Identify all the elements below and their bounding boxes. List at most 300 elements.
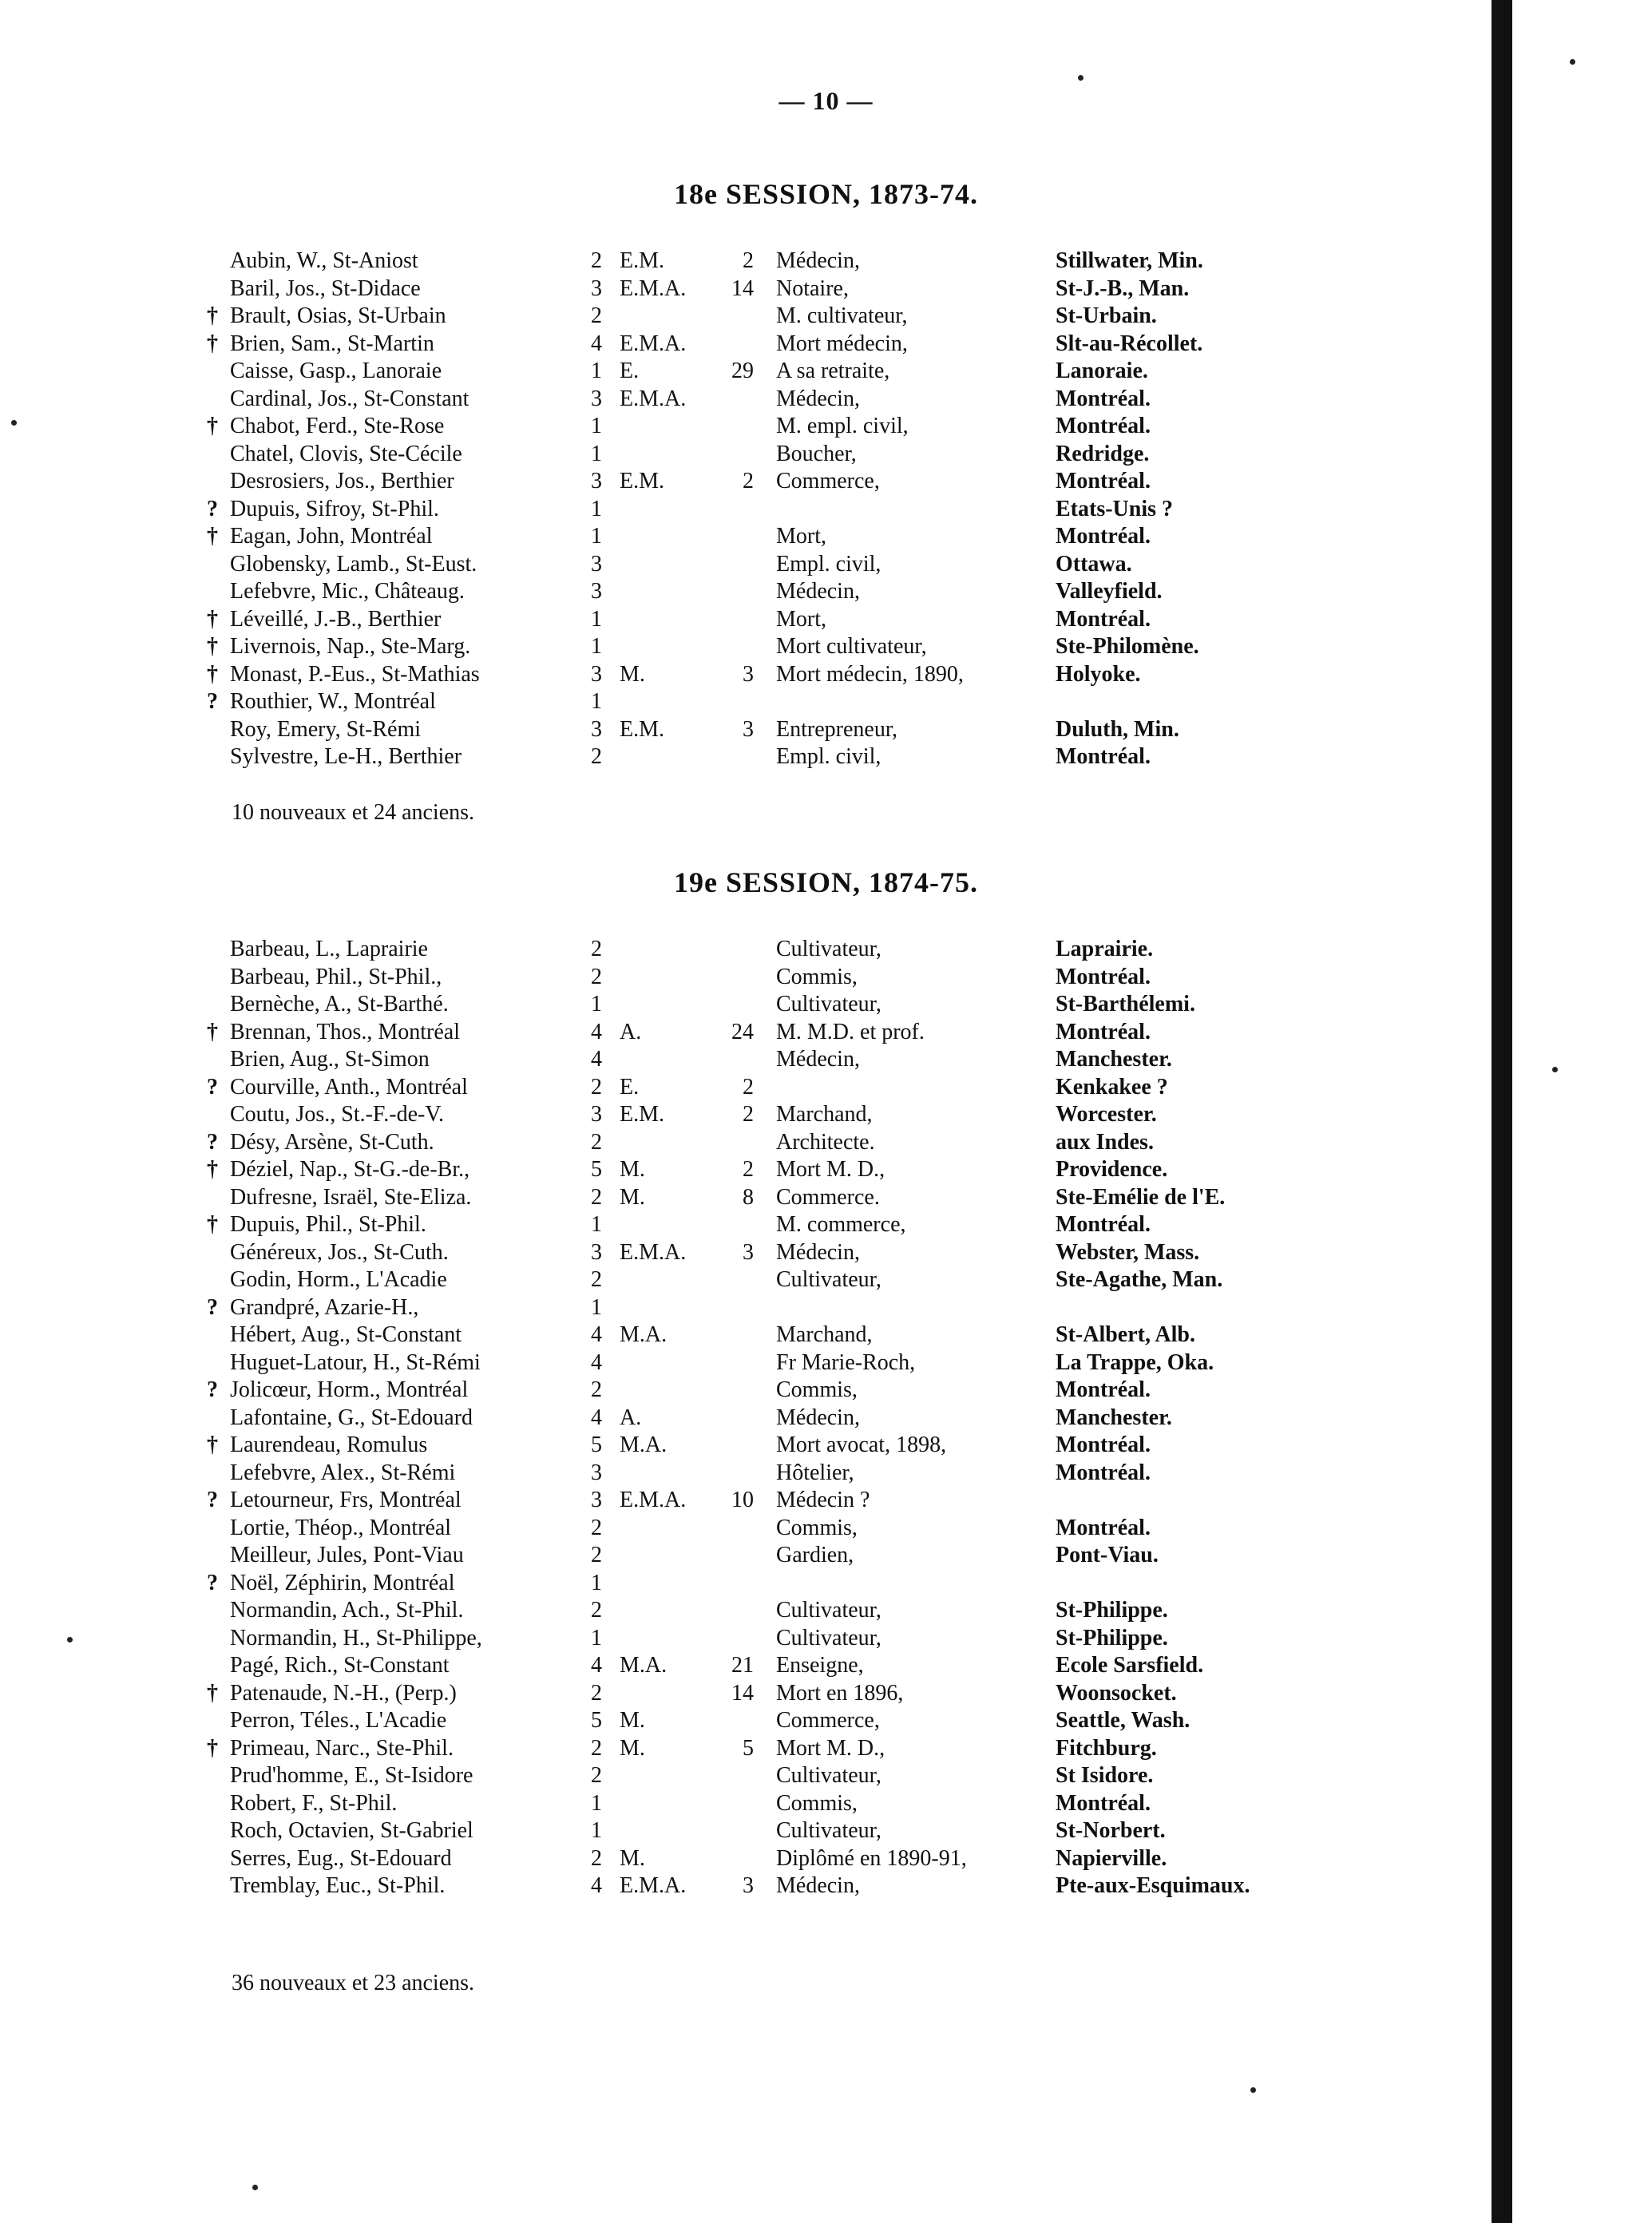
entry-name: Laurendeau, Romulus: [230, 1432, 428, 1457]
entry-num: 3: [743, 716, 754, 742]
entry-row: [0, 551, 1652, 579]
entry-name: Barbeau, L., Laprairie: [230, 937, 428, 961]
entry-mark: †: [207, 1432, 218, 1457]
entry-num: 14: [731, 275, 754, 301]
entry-occupation: Mort médecin, 1890,: [776, 661, 964, 687]
entry-residence: Pont-Viau.: [1056, 1543, 1159, 1567]
entry-years: 2: [591, 1184, 602, 1210]
entry-name: Meilleur, Jules, Pont-Viau: [230, 1543, 464, 1567]
entry-years: 5: [591, 1157, 602, 1182]
entry-occupation: Gardien,: [776, 1543, 854, 1567]
entry-row: [0, 1432, 1652, 1460]
entry-years: 3: [591, 275, 602, 301]
entry-residence: aux Indes.: [1056, 1129, 1154, 1155]
entry-residence: Montréal.: [1056, 386, 1151, 411]
entry-degree: E.M.: [620, 248, 664, 273]
entry-num: 2: [743, 1102, 754, 1127]
entry-num: 3: [743, 1873, 754, 1898]
entry-row: [0, 1762, 1652, 1790]
entry-row: [0, 1872, 1652, 1900]
entry-years: 2: [591, 1129, 602, 1155]
session-19-summary: 36 nouveaux et 23 anciens.: [232, 1971, 475, 1995]
entry-num: 24: [731, 1019, 754, 1044]
entry-name: Desrosiers, Jos., Berthier: [230, 469, 454, 493]
entry-mark: ?: [207, 1129, 218, 1155]
entry-residence: Montréal.: [1056, 469, 1151, 493]
entry-degree: M.: [620, 1735, 645, 1761]
entry-name: Dufresne, Israël, Ste-Eliza.: [230, 1184, 472, 1210]
entry-name: Normandin, H., St-Philippe,: [230, 1625, 482, 1650]
entry-degree: M.: [620, 1157, 645, 1182]
entry-row: [0, 331, 1652, 359]
entry-name: Brien, Aug., St-Simon: [230, 1047, 430, 1072]
entry-name: Aubin, W., St-Aniost: [230, 248, 418, 273]
entry-residence: Montréal.: [1056, 1790, 1151, 1816]
entry-name: Jolicœur, Horm., Montréal: [230, 1377, 469, 1402]
entry-row: [0, 1570, 1652, 1598]
entry-num: 2: [743, 248, 754, 273]
entry-residence: Lanoraie.: [1056, 359, 1148, 383]
entry-degree: E.M.A.: [620, 1873, 687, 1898]
entry-name: Lortie, Théop., Montréal: [230, 1515, 452, 1540]
entry-years: 3: [591, 1239, 602, 1265]
entry-occupation: Mort,: [776, 606, 826, 632]
entry-name: Livernois, Nap., Ste-Marg.: [230, 634, 471, 659]
entry-years: 4: [591, 1322, 602, 1347]
entry-residence: Fitchburg.: [1056, 1735, 1157, 1761]
session-18-title: 18e SESSION, 1873-74.: [673, 178, 979, 210]
entry-occupation: Cultivateur,: [776, 1818, 881, 1843]
entry-occupation: Cultivateur,: [776, 1267, 881, 1292]
session-19-entries: [0, 936, 1652, 1900]
entry-mark: †: [207, 1680, 218, 1706]
entry-years: 4: [591, 1047, 602, 1072]
entry-row: [0, 964, 1652, 992]
entry-degree: M.A.: [620, 1653, 668, 1678]
entry-occupation: Entrepreneur,: [776, 716, 898, 742]
entry-row: [0, 1625, 1652, 1653]
entry-years: 2: [591, 248, 602, 273]
entry-num: 21: [731, 1653, 754, 1678]
entry-occupation: Cultivateur,: [776, 1763, 881, 1788]
entry-degree: E.M.: [620, 1102, 664, 1127]
entry-name: Robert, F., St-Phil.: [230, 1790, 398, 1816]
entry-occupation: Notaire,: [776, 275, 849, 301]
entry-residence: Worcester.: [1056, 1102, 1157, 1127]
entry-row: [0, 496, 1652, 524]
entry-num: 3: [743, 1239, 754, 1265]
entry-name: Déziel, Nap., St-G.-de-Br.,: [230, 1157, 470, 1182]
entry-years: 2: [591, 1735, 602, 1761]
entry-row: [0, 1680, 1652, 1708]
entry-mark: †: [207, 1019, 218, 1044]
entry-degree: M.: [620, 1708, 645, 1733]
entry-years: 4: [591, 1873, 602, 1898]
entry-residence: St Isidore.: [1056, 1763, 1154, 1788]
entry-row: [0, 1019, 1652, 1047]
entry-name: Huguet-Latour, H., St-Rémi: [230, 1349, 481, 1375]
ink-speck: [1078, 75, 1084, 81]
entry-years: 1: [591, 496, 602, 521]
entry-occupation: Médecin,: [776, 1405, 860, 1430]
entry-degree: M.: [620, 1845, 645, 1871]
entry-row: [0, 1211, 1652, 1239]
entry-years: 1: [591, 441, 602, 466]
entry-occupation: Mort avocat, 1898,: [776, 1432, 947, 1457]
entry-num: 5: [743, 1735, 754, 1761]
entry-residence: Woonsocket.: [1056, 1680, 1177, 1706]
entry-degree: E.M.A.: [620, 275, 687, 301]
entry-years: 3: [591, 716, 602, 742]
entry-residence: Montréal.: [1056, 414, 1151, 438]
entry-row: [0, 1294, 1652, 1322]
entry-occupation: Marchand,: [776, 1102, 873, 1127]
entry-residence: Ste-Agathe, Man.: [1056, 1267, 1223, 1292]
ink-speck: [1250, 2087, 1256, 2093]
entry-residence: Manchester.: [1056, 1047, 1172, 1072]
entry-row: [0, 1266, 1652, 1294]
entry-residence: Holyoke.: [1056, 661, 1141, 687]
entry-years: 1: [591, 359, 602, 383]
entry-degree: E.: [620, 1074, 640, 1100]
entry-name: Bernèche, A., St-Barthé.: [230, 992, 449, 1016]
entry-residence: Ste-Philomène.: [1056, 634, 1199, 659]
entry-residence: Webster, Mass.: [1056, 1239, 1200, 1265]
entry-name: Baril, Jos., St-Didace: [230, 275, 421, 301]
entry-years: 3: [591, 469, 602, 493]
entry-degree: E.M.A.: [620, 1239, 687, 1265]
entry-name: Prud'homme, E., St-Isidore: [230, 1763, 473, 1788]
ink-speck: [252, 2185, 258, 2190]
entry-occupation: Architecte.: [776, 1129, 875, 1155]
entry-row: [0, 1129, 1652, 1157]
entry-row: [0, 1845, 1652, 1873]
entry-years: 5: [591, 1708, 602, 1733]
entry-years: 3: [591, 661, 602, 687]
entry-num: 10: [731, 1488, 754, 1512]
entry-years: 3: [591, 1460, 602, 1485]
entry-occupation: A sa retraite,: [776, 359, 890, 383]
entry-row: [0, 1377, 1652, 1405]
entry-residence: Seattle, Wash.: [1056, 1708, 1190, 1733]
entry-degree: M.A.: [620, 1432, 668, 1457]
entry-years: 4: [591, 1349, 602, 1375]
entry-residence: Valleyfield.: [1056, 579, 1163, 604]
entry-years: 2: [591, 1680, 602, 1706]
entry-mark: ?: [207, 1074, 218, 1100]
entry-years: 2: [591, 1377, 602, 1402]
entry-occupation: Mort en 1896,: [776, 1680, 904, 1706]
entry-residence: Ecole Sarsfield.: [1056, 1653, 1204, 1678]
entry-name: Primeau, Narc., Ste-Phil.: [230, 1735, 454, 1761]
entry-row: [0, 358, 1652, 386]
entry-residence: Etats-Unis ?: [1056, 496, 1174, 521]
entry-years: 2: [591, 1515, 602, 1540]
entry-name: Dupuis, Phil., St-Phil.: [230, 1212, 426, 1237]
entry-years: 2: [591, 1763, 602, 1788]
entry-mark: ?: [207, 1294, 218, 1320]
entry-mark: †: [207, 414, 218, 438]
entry-years: 4: [591, 1653, 602, 1678]
entry-occupation: Boucher,: [776, 441, 857, 466]
entry-row: [0, 606, 1652, 634]
entry-occupation: M. commerce,: [776, 1212, 906, 1237]
entry-mark: ?: [207, 496, 218, 521]
entry-row: [0, 1817, 1652, 1845]
entry-occupation: Diplômé en 1890-91,: [776, 1845, 967, 1871]
entry-residence: Pte-aux-Esquimaux.: [1056, 1873, 1250, 1898]
entry-num: 8: [743, 1184, 754, 1210]
entry-num: 14: [731, 1680, 754, 1706]
entry-years: 1: [591, 1625, 602, 1650]
entry-row: [0, 1542, 1652, 1570]
entry-residence: Montréal.: [1056, 744, 1151, 769]
entry-residence: Duluth, Min.: [1056, 716, 1179, 742]
entry-residence: Providence.: [1056, 1157, 1168, 1182]
session-19-title: 19e SESSION, 1874-75.: [673, 866, 979, 898]
entry-row: [0, 661, 1652, 689]
entry-row: [0, 1652, 1652, 1680]
entry-name: Patenaude, N.-H., (Perp.): [230, 1680, 457, 1706]
entry-occupation: Médecin,: [776, 1239, 860, 1265]
entry-name: Sylvestre, Le-H., Berthier: [230, 744, 462, 769]
entry-degree: E.M.A.: [620, 386, 687, 411]
entry-occupation: Marchand,: [776, 1322, 873, 1347]
entry-occupation: M. M.D. et prof.: [776, 1019, 925, 1044]
entry-residence: Montréal.: [1056, 964, 1151, 989]
entry-name: Grandpré, Azarie-H.,: [230, 1294, 419, 1320]
entry-mark: †: [207, 1212, 218, 1237]
entry-row: [0, 1460, 1652, 1488]
entry-years: 4: [591, 1405, 602, 1430]
entry-name: Roch, Octavien, St-Gabriel: [230, 1818, 473, 1843]
entry-row: [0, 1046, 1652, 1074]
entry-name: Letourneur, Frs, Montréal: [230, 1488, 462, 1512]
page-number: — 10 —: [778, 86, 874, 115]
entry-occupation: Mort,: [776, 524, 826, 549]
entry-residence: La Trappe, Oka.: [1056, 1349, 1214, 1375]
entry-name: Lefebvre, Alex., St-Rémi: [230, 1460, 456, 1485]
ink-speck: [11, 420, 17, 426]
entry-occupation: Commis,: [776, 1515, 858, 1540]
entry-occupation: Commis,: [776, 1377, 858, 1402]
entry-residence: Kenkakee ?: [1056, 1074, 1168, 1100]
entry-years: 3: [591, 386, 602, 411]
entry-years: 1: [591, 1212, 602, 1237]
entry-residence: Redridge.: [1056, 441, 1150, 466]
entry-residence: Montréal.: [1056, 1019, 1151, 1044]
entry-residence: St-Philippe.: [1056, 1625, 1168, 1650]
entry-row: [0, 1074, 1652, 1102]
entry-residence: Napierville.: [1056, 1845, 1167, 1871]
entry-occupation: Hôtelier,: [776, 1460, 854, 1485]
entry-occupation: Cultivateur,: [776, 937, 881, 961]
ink-speck: [67, 1637, 73, 1642]
entry-residence: St-Albert, Alb.: [1056, 1322, 1195, 1347]
entry-residence: Montréal.: [1056, 606, 1151, 632]
entry-row: [0, 1349, 1652, 1377]
entry-num: 2: [743, 1074, 754, 1100]
entry-name: Normandin, Ach., St-Phil.: [230, 1598, 464, 1623]
entry-row: [0, 743, 1652, 771]
session-18-summary: 10 nouveaux et 24 anciens.: [232, 800, 475, 825]
entry-residence: Montréal.: [1056, 1460, 1151, 1485]
entry-occupation: Commerce,: [776, 1708, 880, 1733]
entry-row: [0, 1597, 1652, 1625]
entry-occupation: Commerce,: [776, 469, 880, 493]
entry-name: Godin, Horm., L'Acadie: [230, 1267, 447, 1292]
entry-name: Dupuis, Sifroy, St-Phil.: [230, 496, 439, 521]
entry-row: [0, 441, 1652, 469]
entry-occupation: Cultivateur,: [776, 1625, 881, 1650]
entry-occupation: Commis,: [776, 964, 858, 989]
entry-occupation: Mort M. D.,: [776, 1735, 885, 1761]
entry-occupation: Médecin,: [776, 1873, 860, 1898]
entry-occupation: Enseigne,: [776, 1653, 864, 1678]
entry-row: [0, 1239, 1652, 1267]
entry-row: [0, 1101, 1652, 1129]
entry-years: 1: [591, 1790, 602, 1816]
entry-years: 3: [591, 579, 602, 604]
entry-mark: †: [207, 331, 218, 356]
entry-name: Chabot, Ferd., Ste-Rose: [230, 414, 445, 438]
entry-years: 2: [591, 1598, 602, 1623]
entry-name: Tremblay, Euc., St-Phil.: [230, 1873, 446, 1898]
entry-residence: Montréal.: [1056, 1515, 1151, 1540]
entry-name: Hébert, Aug., St-Constant: [230, 1322, 462, 1347]
entry-num: 29: [731, 359, 754, 383]
entry-degree: M.: [620, 1184, 645, 1210]
entry-row: [0, 578, 1652, 606]
entry-residence: Manchester.: [1056, 1405, 1172, 1430]
entry-residence: Ste-Emélie de l'E.: [1056, 1184, 1226, 1210]
entry-name: Brennan, Thos., Montréal: [230, 1019, 460, 1044]
entry-mark: †: [207, 634, 218, 659]
entry-years: 2: [591, 1074, 602, 1100]
entry-years: 2: [591, 744, 602, 769]
entry-degree: E.M.A.: [620, 331, 687, 356]
entry-mark: †: [207, 1157, 218, 1182]
entry-name: Serres, Eug., St-Edouard: [230, 1845, 452, 1871]
entry-occupation: Empl. civil,: [776, 744, 881, 769]
entry-degree: A.: [620, 1019, 642, 1044]
entry-name: Globensky, Lamb., St-Eust.: [230, 551, 477, 577]
entry-degree: E.M.: [620, 469, 664, 493]
entry-occupation: Médecin,: [776, 1047, 860, 1072]
entry-residence: Montréal.: [1056, 524, 1151, 549]
entry-occupation: Cultivateur,: [776, 1598, 881, 1623]
entry-name: Pagé, Rich., St-Constant: [230, 1653, 450, 1678]
entry-years: 1: [591, 606, 602, 632]
entry-row: [0, 1156, 1652, 1184]
entry-residence: Montréal.: [1056, 1377, 1151, 1402]
entry-name: Chatel, Clovis, Ste-Cécile: [230, 441, 462, 466]
entry-years: 2: [591, 1543, 602, 1567]
entry-row: [0, 936, 1652, 964]
entry-mark: ?: [207, 1570, 218, 1595]
entry-occupation: Médecin,: [776, 248, 860, 273]
entry-occupation: M. cultivateur,: [776, 303, 908, 328]
entry-mark: †: [207, 303, 218, 328]
entry-row: [0, 523, 1652, 551]
entry-degree: M.: [620, 661, 645, 687]
entry-years: 1: [591, 524, 602, 549]
entry-row: [0, 1322, 1652, 1349]
entry-occupation: Médecin,: [776, 579, 860, 604]
entry-occupation: M. empl. civil,: [776, 414, 909, 438]
entry-mark: †: [207, 661, 218, 687]
entry-degree: A.: [620, 1405, 642, 1430]
entry-years: 1: [591, 414, 602, 438]
entry-residence: St-Norbert.: [1056, 1818, 1166, 1843]
entry-years: 1: [591, 689, 602, 714]
entry-name: Lefebvre, Mic., Châteaug.: [230, 579, 465, 604]
ink-speck: [1552, 1067, 1558, 1072]
entry-name: Noël, Zéphirin, Montréal: [230, 1570, 455, 1595]
entry-occupation: Commerce.: [776, 1184, 880, 1210]
entry-name: Coutu, Jos., St.-F.-de-V.: [230, 1102, 444, 1127]
entry-years: 2: [591, 964, 602, 989]
entry-row: [0, 1735, 1652, 1763]
entry-years: 2: [591, 303, 602, 328]
entry-row: [0, 1184, 1652, 1212]
entry-mark: ?: [207, 1377, 218, 1402]
entry-row: [0, 991, 1652, 1019]
entry-name: Cardinal, Jos., St-Constant: [230, 386, 469, 411]
entry-years: 4: [591, 1019, 602, 1044]
entry-name: Eagan, John, Montréal: [230, 524, 433, 549]
entry-years: 5: [591, 1432, 602, 1457]
entry-name: Roy, Emery, St-Rémi: [230, 716, 422, 742]
entry-residence: Laprairie.: [1056, 937, 1154, 961]
entry-name: Brault, Osias, St-Urbain: [230, 303, 446, 328]
entry-num: 2: [743, 1157, 754, 1182]
entry-occupation: Médecin ?: [776, 1488, 870, 1512]
page-edge-binding: [1492, 0, 1512, 2223]
entry-occupation: Médecin,: [776, 386, 860, 411]
entry-mark: ?: [207, 689, 218, 714]
entry-name: Monast, P.-Eus., St-Mathias: [230, 661, 480, 687]
entry-occupation: Empl. civil,: [776, 551, 881, 577]
entry-row: [0, 386, 1652, 414]
entry-mark: †: [207, 1735, 218, 1761]
entry-name: Désy, Arsène, St-Cuth.: [230, 1129, 434, 1155]
entry-residence: St-Barthélemi.: [1056, 992, 1195, 1016]
entry-occupation: Commis,: [776, 1790, 858, 1816]
entry-degree: E.M.: [620, 716, 664, 742]
entry-years: 3: [591, 1488, 602, 1512]
entry-name: Barbeau, Phil., St-Phil.,: [230, 964, 442, 989]
entry-occupation: Mort cultivateur,: [776, 634, 927, 659]
entry-years: 1: [591, 1294, 602, 1320]
entry-degree: E.M.A.: [620, 1488, 687, 1512]
entry-row: [0, 1487, 1652, 1515]
entry-years: 1: [591, 634, 602, 659]
entry-years: 1: [591, 1570, 602, 1595]
entry-name: Caisse, Gasp., Lanoraie: [230, 359, 442, 383]
entry-num: 3: [743, 661, 754, 687]
entry-name: Généreux, Jos., St-Cuth.: [230, 1239, 449, 1265]
entry-residence: St-Urbain.: [1056, 303, 1157, 328]
entry-row: [0, 275, 1652, 303]
entry-years: 2: [591, 1267, 602, 1292]
entry-row: [0, 1515, 1652, 1543]
session-18-entries: [0, 248, 1652, 771]
entry-years: 3: [591, 1102, 602, 1127]
entry-name: Routhier, W., Montréal: [230, 689, 436, 714]
entry-residence: St-Philippe.: [1056, 1598, 1168, 1623]
entry-years: 3: [591, 551, 602, 577]
